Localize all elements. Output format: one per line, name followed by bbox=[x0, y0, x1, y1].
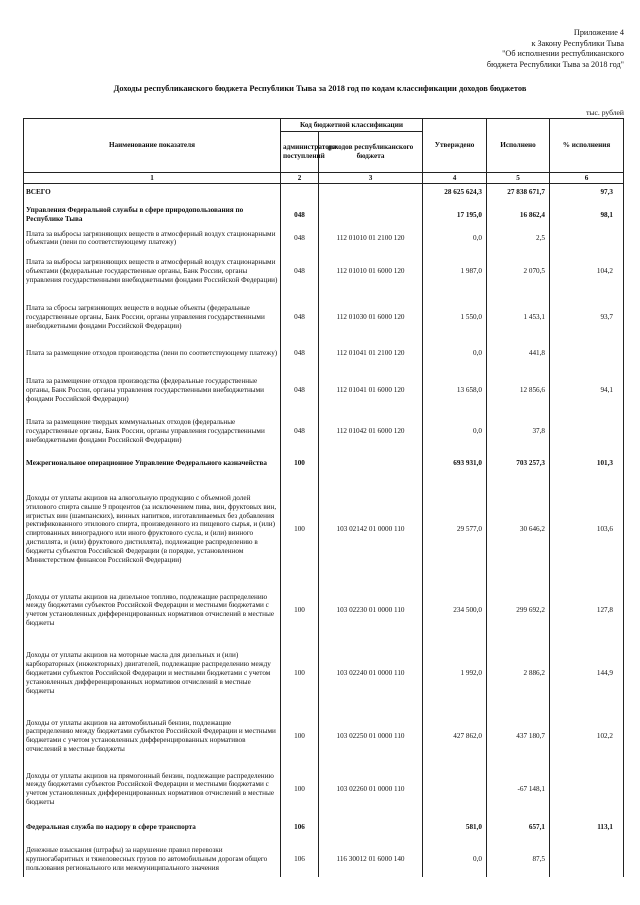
appendix-line: к Закону Республики Тыва bbox=[531, 38, 624, 48]
row-approved: 13 658,0 bbox=[423, 367, 487, 413]
row-name: ВСЕГО bbox=[24, 184, 281, 202]
column-number: 3 bbox=[319, 173, 423, 184]
row-approved: 1 987,0 bbox=[423, 248, 487, 294]
row-income-code: 103 02260 01 0000 110 bbox=[319, 765, 423, 813]
row-percent: 103,6 bbox=[550, 477, 624, 581]
row-income-code bbox=[319, 202, 423, 229]
row-approved: 581,0 bbox=[423, 813, 487, 841]
row-executed: 27 838 671,7 bbox=[487, 184, 550, 202]
row-admin-code: 100 bbox=[281, 639, 319, 707]
row-admin-code: 106 bbox=[281, 813, 319, 841]
row-approved bbox=[423, 765, 487, 813]
row-name: Доходы от уплаты акцизов на алкогольную продукцию с объемной долей этилового спирта свыше 9 процентов (за исключением пива, вин, фруктовых вин, игристых вин (шампанских), винных напитков, изготавливаемых без добавления ректификованного этилового спирта, произведенного из пищевого сырья, и (или) спиртованных виноградного или иного фруктового сусла, и (или) винного дистиллята, и (или) фруктового дистиллята), подлежащие распределению в бюджеты субъектов Российской Федерации (в порядке, установленном Министерством финансов Российской Федерации) bbox=[24, 477, 281, 581]
column-number: 1 bbox=[24, 173, 281, 184]
row-name: Доходы от уплаты акцизов на моторные масла для дизельных и (или) карбюраторных (инжекторных) двигателей, подлежащие распределению между бюджетами субъектов Российской Федерации и местными бюджетами с учетом установленных дифференцированных нормативов отчислений в местные бюджеты bbox=[24, 639, 281, 707]
row-executed: 437 180,7 bbox=[487, 707, 550, 765]
row-approved: 0,0 bbox=[423, 340, 487, 367]
row-percent: 127,8 bbox=[550, 581, 624, 639]
row-approved: 693 931,0 bbox=[423, 449, 487, 477]
row-name: Плата за размещение отходов производства (федеральные государственные органы, Банк России, органы управления государственными внебюджетными фондами Российской Федерации) bbox=[24, 367, 281, 413]
table-header bbox=[24, 119, 624, 184]
row-admin-code: 100 bbox=[281, 449, 319, 477]
column-number: 4 bbox=[423, 173, 487, 184]
appendix-block bbox=[487, 28, 624, 70]
row-approved: 0,0 bbox=[423, 229, 487, 249]
row-income-code bbox=[319, 449, 423, 477]
row-income-code bbox=[319, 813, 423, 841]
appendix-line: бюджета Республики Тыва за 2018 год" bbox=[486, 59, 624, 69]
table-row bbox=[24, 367, 624, 413]
row-income-code: 116 30012 01 6000 140 bbox=[319, 841, 423, 877]
row-admin-code: 100 bbox=[281, 581, 319, 639]
row-executed: 2 070,5 bbox=[487, 248, 550, 294]
revenue-table bbox=[23, 118, 624, 877]
row-percent bbox=[550, 340, 624, 367]
row-name: Плата за сбросы загрязняющих веществ в водные объекты (федеральные государственные органы, Банк России, органы управления государственными внебюджетными фондами Российской Федерации) bbox=[24, 294, 281, 340]
table-row bbox=[24, 413, 624, 449]
row-name: Плата за размещение твердых коммунальных отходов (федеральные государственные органы, Банк России, органы управления государственными внебюджетными фондами Российской Федерации) bbox=[24, 413, 281, 449]
row-percent: 98,1 bbox=[550, 202, 624, 229]
row-admin-code: 048 bbox=[281, 294, 319, 340]
appendix-line: "Об исполнении республиканского bbox=[502, 49, 624, 59]
row-name: Доходы от уплаты акцизов на прямогонный бензин, подлежащие распределению между бюджетами субъектов Российской Федерации и местными бюджетами с учетом установленных дифференцированных нормативов отчислений в местные бюджеты bbox=[24, 765, 281, 813]
row-approved: 29 577,0 bbox=[423, 477, 487, 581]
row-approved: 0,0 bbox=[423, 841, 487, 877]
table-row bbox=[24, 202, 624, 229]
row-admin-code: 048 bbox=[281, 340, 319, 367]
table-body bbox=[24, 184, 624, 878]
row-income-code: 112 01041 01 6000 120 bbox=[319, 367, 423, 413]
table-row bbox=[24, 707, 624, 765]
header-income-code: доходов республиканского бюджета bbox=[319, 132, 423, 173]
table-row bbox=[24, 765, 624, 813]
row-executed: 299 692,2 bbox=[487, 581, 550, 639]
column-number: 2 bbox=[281, 173, 319, 184]
row-percent bbox=[550, 229, 624, 249]
row-approved: 17 195,0 bbox=[423, 202, 487, 229]
row-admin-code: 106 bbox=[281, 841, 319, 877]
header-code-group: Код бюджетной классификации bbox=[281, 119, 423, 132]
row-executed: 2,5 bbox=[487, 229, 550, 249]
header-approved: Утверждено bbox=[423, 119, 487, 173]
row-income-code: 112 01010 01 6000 120 bbox=[319, 248, 423, 294]
row-name: Плата за выбросы загрязняющих веществ в атмосферный воздух стационарными объектами (пени по соответствующему платежу) bbox=[24, 229, 281, 249]
row-name: Межрегиональное операционное Управление Федерального казначейства bbox=[24, 449, 281, 477]
header-name: Наименование показателя bbox=[24, 119, 281, 173]
row-percent bbox=[550, 765, 624, 813]
row-executed: 1 453,1 bbox=[487, 294, 550, 340]
row-executed: -67 148,1 bbox=[487, 765, 550, 813]
row-approved: 1 992,0 bbox=[423, 639, 487, 707]
table-row bbox=[24, 841, 624, 877]
row-percent: 104,2 bbox=[550, 248, 624, 294]
row-executed: 87,5 bbox=[487, 841, 550, 877]
appendix-line: Приложение 4 bbox=[573, 28, 624, 37]
row-name: Денежные взыскания (штрафы) за нарушение правил перевозки крупногабаритных и тяжеловесных грузов по автомобильным дорогам общего пользования регионального или межмуниципального значения bbox=[24, 841, 281, 877]
row-percent bbox=[550, 841, 624, 877]
header-executed: Исполнено bbox=[487, 119, 550, 173]
row-admin-code: 048 bbox=[281, 413, 319, 449]
row-name: Доходы от уплаты акцизов на автомобильный бензин, подлежащие распределению между бюджетами субъектов Российской Федерации и местными бюджетами с учетом установленных дифференцированных нормативов отчислений в местные бюджеты bbox=[24, 707, 281, 765]
row-percent: 113,1 bbox=[550, 813, 624, 841]
row-admin-code: 048 bbox=[281, 202, 319, 229]
row-executed: 16 862,4 bbox=[487, 202, 550, 229]
row-income-code: 103 02230 01 0000 110 bbox=[319, 581, 423, 639]
row-name: Плата за размещение отходов производства (пени по соответствующему платежу) bbox=[24, 340, 281, 367]
table-row bbox=[24, 639, 624, 707]
row-executed: 441,8 bbox=[487, 340, 550, 367]
table-row bbox=[24, 340, 624, 367]
row-percent bbox=[550, 413, 624, 449]
row-name: Плата за выбросы загрязняющих веществ в атмосферный воздух стационарными объектами (федеральные государственные органы, Банк России, органы управления государственными внебюджетными фондами Российской Федерации) bbox=[24, 248, 281, 294]
row-percent: 94,1 bbox=[550, 367, 624, 413]
table-row bbox=[24, 229, 624, 249]
table-row bbox=[24, 294, 624, 340]
row-admin-code: 048 bbox=[281, 248, 319, 294]
column-numbers-row bbox=[24, 173, 624, 184]
header-percent: % исполнения bbox=[550, 119, 624, 173]
row-name: Управления Федеральной службы в сфере природопользования по Республике Тыва bbox=[24, 202, 281, 229]
row-income-code: 103 02250 01 0000 110 bbox=[319, 707, 423, 765]
table-row bbox=[24, 449, 624, 477]
row-income-code: 103 02240 01 0000 110 bbox=[319, 639, 423, 707]
row-income-code: 112 01030 01 6000 120 bbox=[319, 294, 423, 340]
row-income-code: 112 01041 01 2100 120 bbox=[319, 340, 423, 367]
row-income-code: 112 01010 01 2100 120 bbox=[319, 229, 423, 249]
row-name: Федеральная служба по надзору в сфере транспорта bbox=[24, 813, 281, 841]
row-percent: 102,2 bbox=[550, 707, 624, 765]
column-number: 5 bbox=[487, 173, 550, 184]
table-row bbox=[24, 184, 624, 202]
row-percent: 97,3 bbox=[550, 184, 624, 202]
row-approved: 1 550,0 bbox=[423, 294, 487, 340]
header-admin: администратора поступлений bbox=[281, 132, 319, 173]
row-percent: 93,7 bbox=[550, 294, 624, 340]
column-number: 6 bbox=[550, 173, 624, 184]
row-executed: 12 856,6 bbox=[487, 367, 550, 413]
row-approved: 427 862,0 bbox=[423, 707, 487, 765]
row-admin-code: 048 bbox=[281, 367, 319, 413]
units-label: тыс. рублей bbox=[586, 108, 624, 117]
row-executed: 37,8 bbox=[487, 413, 550, 449]
row-approved: 234 500,0 bbox=[423, 581, 487, 639]
row-percent: 101,3 bbox=[550, 449, 624, 477]
row-executed: 30 646,2 bbox=[487, 477, 550, 581]
row-admin-code: 048 bbox=[281, 229, 319, 249]
row-admin-code: 100 bbox=[281, 707, 319, 765]
row-executed: 703 257,3 bbox=[487, 449, 550, 477]
document-title: Доходы республиканского бюджета Республики Тыва за 2018 год по кодам классификации доходов бюджетов bbox=[113, 84, 527, 93]
row-executed: 2 886,2 bbox=[487, 639, 550, 707]
row-income-code: 103 02142 01 0000 110 bbox=[319, 477, 423, 581]
row-name: Доходы от уплаты акцизов на дизельное топливо, подлежащие распределению между бюджетами субъектов Российской Федерации и местными бюджетами с учетом установленных дифференцированных нормативов отчислений в местные бюджеты bbox=[24, 581, 281, 639]
row-percent: 144,9 bbox=[550, 639, 624, 707]
table-row bbox=[24, 581, 624, 639]
row-admin-code: 100 bbox=[281, 765, 319, 813]
row-income-code bbox=[319, 184, 423, 202]
row-income-code: 112 01042 01 6000 120 bbox=[319, 413, 423, 449]
row-approved: 28 625 624,3 bbox=[423, 184, 487, 202]
row-admin-code: 100 bbox=[281, 477, 319, 581]
table-row bbox=[24, 477, 624, 581]
row-executed: 657,1 bbox=[487, 813, 550, 841]
table-row bbox=[24, 248, 624, 294]
row-admin-code bbox=[281, 184, 319, 202]
row-approved: 0,0 bbox=[423, 413, 487, 449]
table-row bbox=[24, 813, 624, 841]
